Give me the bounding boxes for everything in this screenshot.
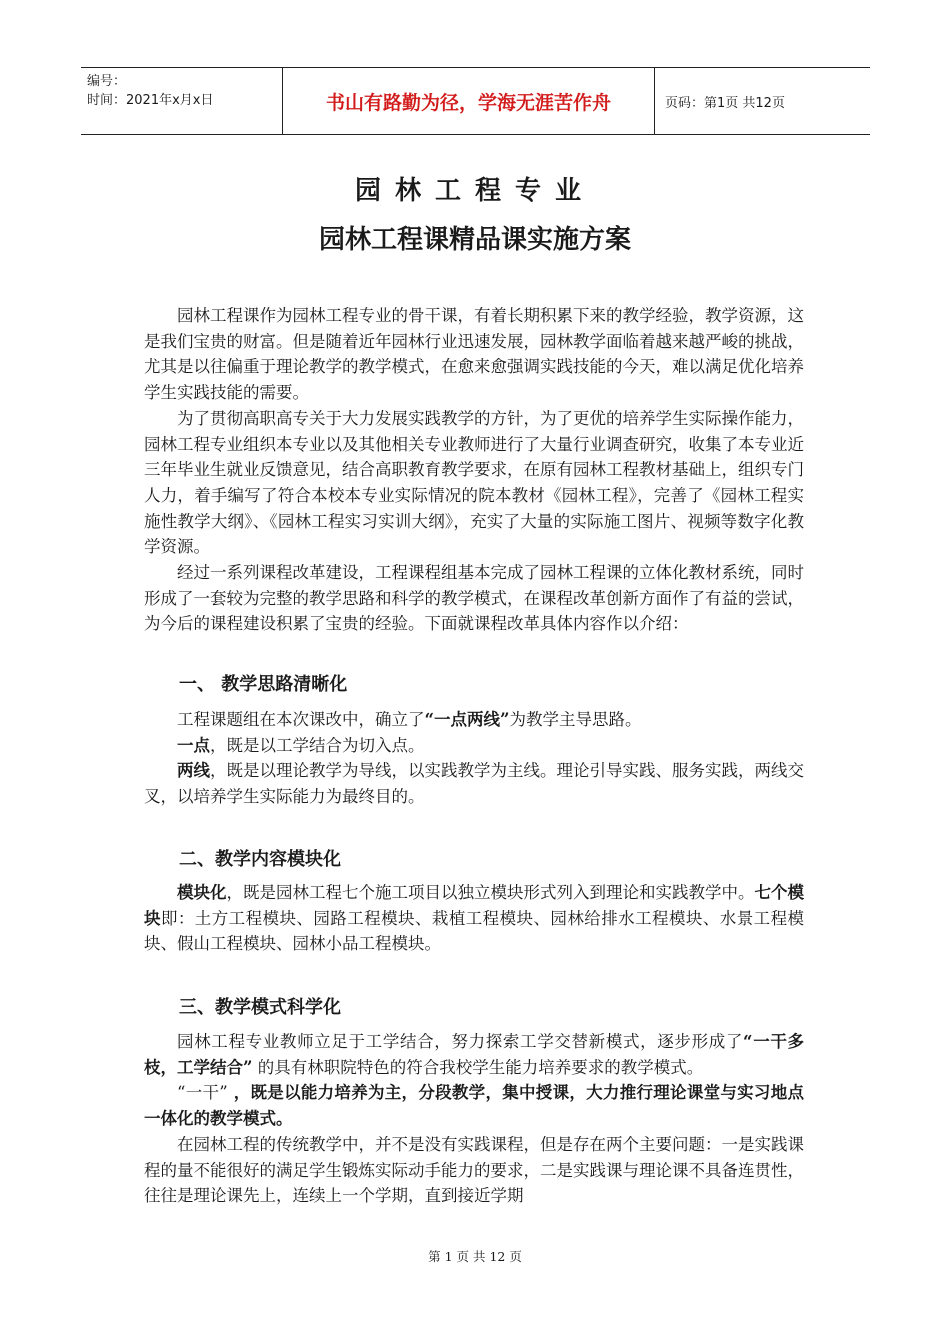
section-2-body [144, 880, 804, 957]
section-2-paragraph: 模块化，既是园林工程七个施工项目以独立模块形式列入到理论和实践教学中。七个模块即：土方工程模块、园路工程模块、栽植工程模块、园林给排水工程模块、水景工程模块、假山工程模块、园林小品工程模块。 [144, 883, 805, 954]
section-3-paragraph-1: 园林工程专业教师立足于工学结合，努力探索工学交替新模式，逐步形成了“一干多枝，工学结合” 的具有林职院特色的符合我校学生能力培养要求的教学模式。 [144, 1032, 804, 1077]
section-3-body [144, 1029, 804, 1209]
page-info: 页码：第1页 共12页 [665, 95, 785, 111]
header-table [81, 67, 870, 135]
section-2-heading: 二、教学内容模块化 [179, 849, 341, 870]
date-label: 时间：2021年x月x日 [87, 93, 214, 108]
section-1-heading: 一、 教学思路清晰化 [179, 674, 348, 695]
serial-label: 编号： [87, 74, 127, 89]
header-page-cell [655, 68, 870, 134]
section-1-paragraph-3: 两线，既是以理论教学为导线，以实践教学为主线。理论引导实践、服务实践，两线交叉，以培养学生实际能力为最终目的。 [144, 761, 804, 807]
motto-text: 书山有路勤为径，学海无涯苦作舟 [325, 91, 611, 114]
intro-paragraph-1: 园林工程课作为园林工程专业的骨干课，有着长期积累下来的教学经验，教学资源，这是我们宝贵的财富。但是随着近年园林行业迅速发展，园林教学面临着越来越严峻的挑战，尤其是以往偏重于理论教学的教学模式，在愈来愈强调实践技能的今天，难以满足优化培养学生实践技能的需要。 [144, 306, 804, 403]
section-3-heading: 三、教学模式科学化 [179, 997, 341, 1018]
page-footer: 第 1 页 共 12 页 [428, 1249, 522, 1264]
section-1-paragraph-1: 工程课题组在本次课改中，确立了“一点两线”为教学主导思路。 [177, 710, 642, 729]
header-motto-cell [283, 68, 655, 134]
header-meta-cell [81, 68, 283, 134]
intro-block [144, 303, 804, 637]
intro-paragraph-2: 为了贯彻高职高专关于大力发展实践教学的方针，为了更优的培养学生实际操作能力，园林工程专业组织本专业以及其他相关专业教师进行了大量行业调查研究，收集了本专业近三年毕业生就业反馈意见，结合高职教育教学要求，在原有园林工程教材基础上，组织专门人力，着手编写了符合本校本专业实际情况的院本教材《园林工程》，完善了《园林工程实施性教学大纲》、《园林工程实习实训大纲》，充实了大量的实际施工图片、视频等数字化教学资源。 [144, 408, 804, 557]
intro-paragraph-3: 经过一系列课程改革建设，工程课程组基本完成了园林工程课的立体化教材系统，同时形成了一套较为完整的教学思路和科学的教学模式，在课程改革创新方面作了有益的尝试，为今后的课程建设积累了宝贵的经验。下面就课程改革具体内容作以介绍： [144, 563, 804, 634]
section-1-body [144, 707, 804, 810]
section-1-paragraph-2: 一点，既是以工学结合为切入点。 [177, 735, 425, 755]
section-3-paragraph-3: 在园林工程的传统教学中，并不是没有实践课程，但是存在两个主要问题：一是实践课程的量不能很好的满足学生锻炼实际动手能力的要求，二是实践课与理论课不具备连贯性，往往是理论课先上，连续上一个学期，直到接近学期 [144, 1134, 804, 1206]
document-title-line2: 园林工程课精品课实施方案 [318, 225, 631, 255]
document-title-line1: 园林工程专业 [354, 176, 595, 206]
section-3-paragraph-2: “一干” ，既是以能力培养为主，分段教学，集中授课，大力推行理论课堂与实习地点一体化的教学模式。 [144, 1083, 804, 1129]
